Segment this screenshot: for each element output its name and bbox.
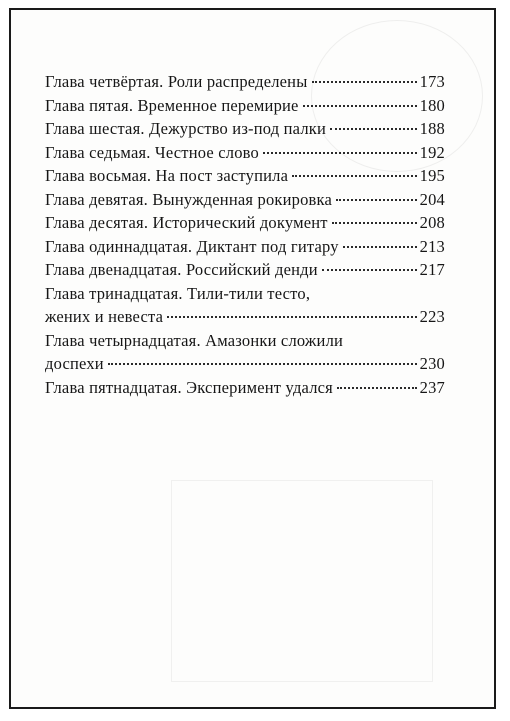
toc-entry [45, 70, 445, 94]
toc-entry-title: Глава девятая. Вынужденная рокировка [45, 189, 333, 209]
dot-leader [343, 246, 417, 248]
bleed-through-box [171, 480, 433, 682]
toc-entry-line [45, 352, 445, 376]
toc-entry [45, 282, 445, 329]
toc-entry-title: Глава пятая. Временное перемирие [45, 95, 299, 115]
toc-entry [45, 211, 445, 235]
toc-entry [45, 188, 445, 212]
toc-page-number: 192 [419, 142, 445, 162]
dot-leader [167, 316, 417, 318]
toc-entry-title: Глава десятая. Исторический документ [45, 213, 328, 232]
toc-entry-title: Глава двенадцатая. Российский денди [45, 260, 318, 279]
toc-entry-line [45, 141, 445, 165]
toc-page-number: 230 [419, 354, 445, 373]
book-page [9, 8, 496, 709]
toc-page-number: 208 [419, 213, 445, 232]
toc-entry-line [45, 258, 445, 282]
dot-leader [330, 128, 417, 130]
dot-leader [332, 222, 417, 224]
toc-entry-title: Глава пятнадцатая. Эксперимент удался [45, 377, 333, 397]
toc-entry-line [45, 70, 445, 94]
toc-page-number: 217 [419, 260, 445, 279]
toc-page-number: 213 [419, 236, 445, 256]
toc-page-number: 188 [419, 119, 445, 138]
toc-entry-title: Глава четырнадцатая. Амазонки сложили [45, 330, 344, 350]
toc-entry [45, 376, 445, 400]
dot-leader [263, 152, 417, 154]
toc-entry-title: Глава одиннадцатая. Диктант под гитару [45, 236, 339, 256]
toc-entry-title: доспехи [45, 354, 104, 373]
dot-leader [312, 81, 417, 83]
toc-entry-line [45, 235, 445, 259]
toc-page-number: 237 [419, 377, 445, 397]
toc-page-number: 223 [419, 307, 445, 326]
toc-page-number: 195 [419, 166, 445, 185]
toc-entry [45, 235, 445, 259]
toc-entry [45, 94, 445, 118]
toc-page-number: 173 [419, 72, 445, 91]
toc-page-number: 180 [419, 95, 445, 115]
dot-leader [336, 199, 417, 201]
toc-entry [45, 141, 445, 165]
toc-entry-line [45, 94, 445, 118]
toc-entry-line [45, 188, 445, 212]
toc-entry-title: Глава седьмая. Честное слово [45, 142, 259, 162]
dot-leader [303, 105, 417, 107]
dot-leader [292, 175, 417, 177]
table-of-contents [45, 70, 445, 399]
toc-entry [45, 258, 445, 282]
toc-entry-line [45, 282, 445, 306]
toc-entry [45, 117, 445, 141]
toc-entry-line [45, 305, 445, 329]
toc-entry-line [45, 117, 445, 141]
toc-entry-title: Глава тринадцатая. Тили-тили тесто, [45, 283, 311, 303]
toc-entry [45, 164, 445, 188]
dot-leader [337, 387, 417, 389]
dot-leader [322, 269, 417, 271]
toc-entry-title: Глава восьмая. На пост заступила [45, 166, 289, 185]
toc-entry-line [45, 329, 445, 353]
toc-entry-title: Глава шестая. Дежурство из-под палки [45, 119, 327, 138]
toc-entry-title: жених и невеста [45, 307, 164, 326]
dot-leader [108, 363, 417, 365]
toc-entry-title: Глава четвёртая. Роли распределены [45, 72, 308, 91]
toc-entry-line [45, 376, 445, 400]
toc-entry [45, 329, 445, 376]
toc-page-number: 204 [419, 189, 445, 209]
toc-entry-line [45, 164, 445, 188]
toc-entry-line [45, 211, 445, 235]
